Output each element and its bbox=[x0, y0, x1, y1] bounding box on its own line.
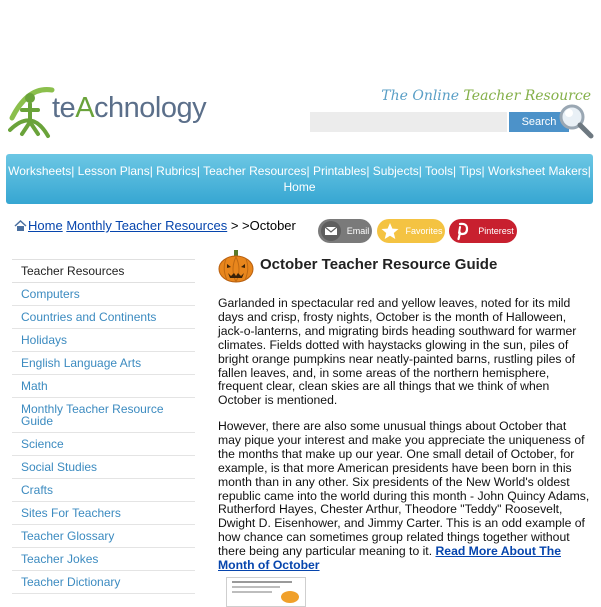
sidebar-heading: Teacher Resources bbox=[12, 259, 195, 283]
sidebar-item-glossary[interactable]: Teacher Glossary bbox=[12, 525, 195, 548]
favorites-button[interactable] bbox=[377, 219, 445, 243]
nav-printables[interactable]: Printables bbox=[312, 164, 367, 178]
sidebar-item-computers[interactable]: Computers bbox=[12, 283, 195, 306]
sidebar-item-crafts[interactable]: Crafts bbox=[12, 479, 195, 502]
sidebar-item-social-studies[interactable]: Social Studies bbox=[12, 456, 195, 479]
page-title: October Teacher Resource Guide bbox=[260, 256, 498, 273]
nav-home[interactable]: Home bbox=[283, 180, 316, 194]
nav-teacher-resources[interactable]: Teacher Resources bbox=[203, 164, 307, 178]
pumpkin-icon bbox=[218, 249, 254, 283]
tagline: The Online Teacher Resource bbox=[381, 88, 591, 104]
sidebar-item-jokes[interactable]: Teacher Jokes bbox=[12, 548, 195, 571]
magnifier-icon[interactable] bbox=[558, 103, 594, 139]
pinterest-label: Pinterest bbox=[478, 226, 514, 236]
email-label: Email bbox=[346, 226, 370, 236]
nav-subjects[interactable]: Subjects bbox=[372, 164, 419, 178]
nav-lesson-plans[interactable]: Lesson Plans bbox=[77, 164, 150, 178]
breadcrumb bbox=[14, 218, 296, 233]
sidebar bbox=[12, 259, 195, 594]
article-paragraph-2 bbox=[218, 420, 592, 573]
nav-tools[interactable]: Tools bbox=[425, 164, 454, 178]
worksheet-thumbnail[interactable] bbox=[226, 577, 306, 607]
email-share-button[interactable] bbox=[318, 219, 372, 243]
logo-text: teAchnology bbox=[52, 92, 207, 124]
sidebar-item-math[interactable]: Math bbox=[12, 375, 195, 398]
sidebar-item-countries[interactable]: Countries and Continents bbox=[12, 306, 195, 329]
star-icon bbox=[380, 221, 400, 241]
breadcrumb-monthly-resources[interactable]: Monthly Teacher Resources bbox=[66, 218, 228, 233]
logo-figure-icon bbox=[8, 78, 56, 142]
pinterest-button[interactable] bbox=[449, 219, 517, 243]
nav-worksheets[interactable]: Worksheets bbox=[8, 164, 72, 178]
favorites-label: Favorites bbox=[405, 226, 443, 236]
sidebar-item-monthly-guide[interactable]: Monthly Teacher Resource Guide bbox=[12, 398, 195, 433]
teachnology-logo[interactable] bbox=[8, 78, 207, 142]
article-paragraph-1: Garlanded in spectacular red and yellow leaves, noted for its mild days and crisp, frosty nights, October is the month of Halloween, jack-o-lanterns, and migrating birds heading southward for warmer climates. Fields dotted with haystacks glowing in the sun, piles of bright orange pumpkins near neatly-painted barns, rustling piles of fallen leaves, and, in some areas of the northern hemisphere, frequent clear, clean skies are all things that we think of when October is mentioned. bbox=[218, 296, 577, 408]
sidebar-item-dictionary[interactable]: Teacher Dictionary bbox=[12, 571, 195, 594]
search-button[interactable]: Search bbox=[509, 112, 569, 132]
sidebar-item-holidays[interactable]: Holidays bbox=[12, 329, 195, 352]
breadcrumb-home[interactable]: Home bbox=[28, 218, 63, 233]
article-paragraph-2-text: However, there are also some unusual things about October that may pique your interest and make you appreciate the uniqueness of the months that make up our year. One small detail of October, for example, is that more American presidents have been born in this month than in any other. Six presidents of the New World's oldest republic came into the world during this month - John Quincy Adams, Rutherford Hayes, Chester Arthur, Theodore "Teddy" Roosevelt, Dwight D. Eisenhower, and Jimmy Carter. This is an odd example of how chance can sometimes group related things together without there being any particular meaning to it. bbox=[218, 419, 590, 559]
breadcrumb-current: > >October bbox=[227, 218, 296, 233]
sidebar-item-science[interactable]: Science bbox=[12, 433, 195, 456]
pinterest-icon bbox=[452, 221, 472, 241]
envelope-icon bbox=[321, 221, 341, 241]
nav-tips[interactable]: Tips bbox=[459, 164, 482, 178]
read-more-link[interactable]: Read More About The Month of October bbox=[218, 544, 561, 573]
nav-rubrics[interactable]: Rubrics bbox=[156, 164, 197, 178]
search-input[interactable] bbox=[310, 112, 507, 132]
sidebar-item-sites[interactable]: Sites For Teachers bbox=[12, 502, 195, 525]
nav-worksheet-makers[interactable]: Worksheet Makers bbox=[487, 164, 588, 178]
sidebar-item-english[interactable]: English Language Arts bbox=[12, 352, 195, 375]
home-icon[interactable] bbox=[14, 220, 27, 232]
main-nav: Worksheets| Lesson Plans| Rubrics| Teacher Resources| Printables| Subjects| Tools| Tips| Worksheet Makers| Home bbox=[6, 154, 593, 204]
